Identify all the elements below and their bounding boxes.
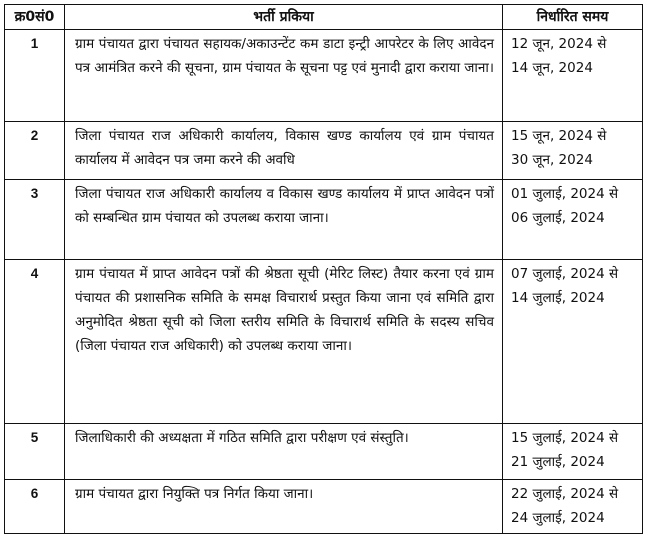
header-serial: क्र0सं0	[5, 5, 65, 30]
table-row	[5, 180, 643, 260]
row-serial: 5	[5, 424, 65, 480]
schedule-start: 15 जून, 2024 से	[511, 128, 607, 144]
header-process: भर्ती प्रकिया	[65, 5, 503, 30]
row-schedule	[503, 122, 643, 180]
table-header-row	[5, 5, 643, 30]
row-schedule	[503, 30, 643, 122]
schedule-end: 06 जुलाई, 2024	[511, 210, 605, 226]
recruitment-schedule-table	[4, 4, 643, 534]
row-schedule	[503, 480, 643, 534]
schedule-start: 22 जुलाई, 2024 से	[511, 486, 619, 502]
row-process: जिला पंचायत राज अधिकारी कार्यालय व विकास खण्ड कार्यालय में प्राप्त आवेदन पत्रों को सम्बन्धित ग्राम पंचायत को उपलब्ध कराया जाना।	[65, 180, 503, 260]
schedule-start: 15 जुलाई, 2024 से	[511, 430, 619, 446]
row-serial: 1	[5, 30, 65, 122]
row-serial: 2	[5, 122, 65, 180]
row-serial: 4	[5, 260, 65, 424]
schedule-end: 14 जून, 2024	[511, 60, 593, 76]
table-row	[5, 30, 643, 122]
schedule-end: 30 जून, 2024	[511, 152, 593, 168]
table-row	[5, 480, 643, 534]
row-serial: 3	[5, 180, 65, 260]
schedule-end: 14 जुलाई, 2024	[511, 290, 605, 306]
schedule-end: 24 जुलाई, 2024	[511, 510, 605, 526]
schedule-start: 07 जुलाई, 2024 से	[511, 266, 619, 282]
row-serial: 6	[5, 480, 65, 534]
schedule-start: 12 जून, 2024 से	[511, 36, 607, 52]
table-row	[5, 260, 643, 424]
header-schedule: निर्धारित समय	[503, 5, 643, 30]
row-process: ग्राम पंचायत द्वारा पंचायत सहायक/अकाउन्टेंट कम डाटा इन्ट्री आपरेटर के लिए आवेदन पत्र आमंत्रित करने की सूचना, ग्राम पंचायत के सूचना पट्ट एवं मुनादी द्वारा कराया जाना।	[65, 30, 503, 122]
row-schedule	[503, 260, 643, 424]
row-schedule	[503, 424, 643, 480]
schedule-start: 01 जुलाई, 2024 से	[511, 186, 619, 202]
row-process: ग्राम पंचायत द्वारा नियुक्ति पत्र निर्गत किया जाना।	[65, 480, 503, 534]
row-schedule	[503, 180, 643, 260]
row-process: जिला पंचायत राज अधिकारी कार्यालय, विकास खण्ड कार्यालय एवं ग्राम पंचायत कार्यालय में आवेदन पत्र जमा करने की अवधि	[65, 122, 503, 180]
table-row	[5, 424, 643, 480]
table-row	[5, 122, 643, 180]
row-process: जिलाधिकारी की अध्यक्षता में गठित समिति द्वारा परीक्षण एवं संस्तुति।	[65, 424, 503, 480]
row-process: ग्राम पंचायत में प्राप्त आवेदन पत्रों की श्रेष्ठता सूची (मेरिट लिस्ट) तैयार करना एवं ग्राम पंचायत की प्रशासनिक समिति के समक्ष विचारार्थ प्रस्तुत किया जाना एवं समिति द्वारा अनुमोदित श्रेष्ठता सूची को जिला स्तरीय समिति के विचारार्थ समिति के सदस्य सचिव (जिला पंचायत राज अधिकारी) को उपलब्ध कराया जाना।	[65, 260, 503, 424]
schedule-end: 21 जुलाई, 2024	[511, 454, 605, 470]
